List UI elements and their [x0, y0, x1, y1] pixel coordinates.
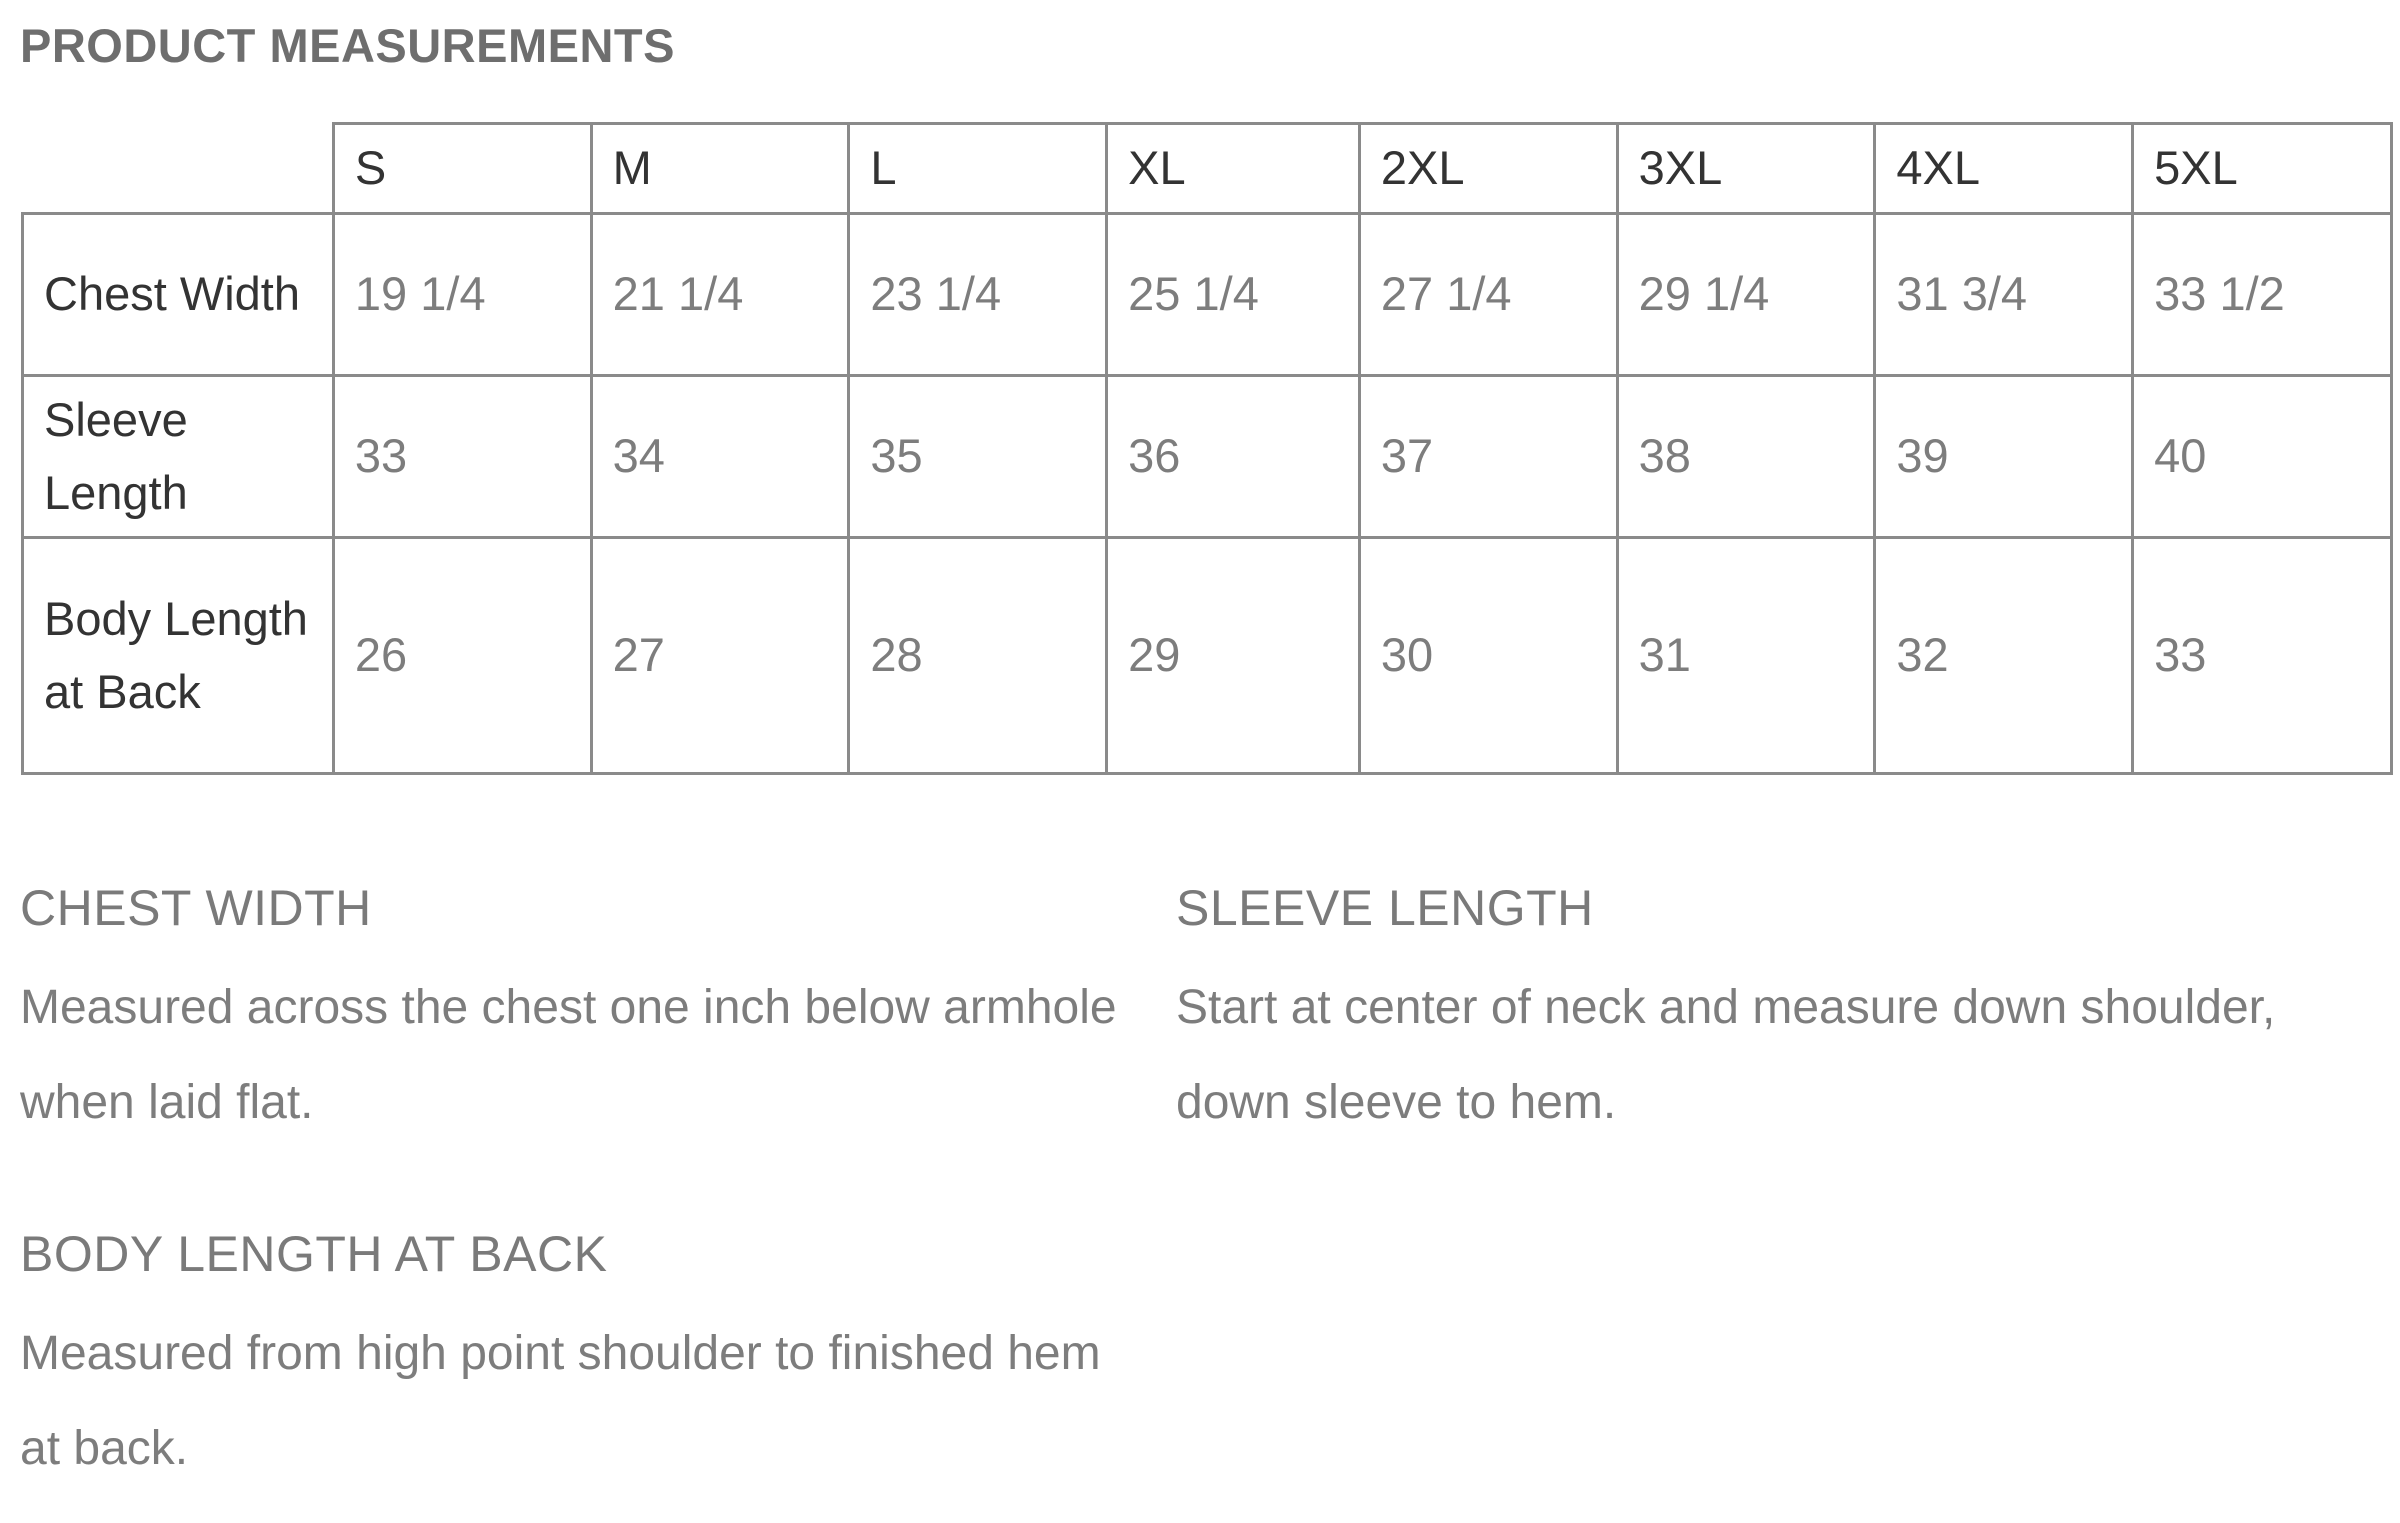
size-header-3xl: 3XL [1617, 124, 1875, 214]
table-cell: 26 [333, 538, 591, 774]
size-header-5xl: 5XL [2133, 124, 2392, 214]
table-cell: 34 [591, 376, 849, 538]
table-row-sleeve-length [23, 376, 2392, 538]
table-cell: 19 1/4 [333, 214, 591, 376]
row-label-sleeve-length: Sleeve Length [23, 376, 334, 538]
table-cell: 36 [1107, 376, 1360, 538]
row-label-body-length: Body Length at Back [23, 538, 334, 774]
sleeve-length-text: Start at center of neck and measure down shoulder, down sleeve to hem. [1176, 981, 2276, 1129]
table-row-body-length [23, 538, 2392, 774]
size-header-l: L [849, 124, 1107, 214]
size-header-s: S [333, 124, 591, 214]
table-row-chest-width [23, 214, 2392, 376]
chest-width-heading: CHEST WIDTH [20, 880, 372, 936]
table-cell: 32 [1875, 538, 2133, 774]
chest-width-description [20, 878, 1140, 1150]
chest-width-text: Measured across the chest one inch below armhole when laid flat. [20, 981, 1117, 1129]
table-cell: 29 1/4 [1617, 214, 1875, 376]
table-cell: 21 1/4 [591, 214, 849, 376]
table-cell: 27 1/4 [1359, 214, 1617, 376]
table-cell: 35 [849, 376, 1107, 538]
table-cell: 33 [333, 376, 591, 538]
measurements-table [21, 122, 2393, 775]
table-cell: 39 [1875, 376, 2133, 538]
table-cell: 31 3/4 [1875, 214, 2133, 376]
table-cell: 25 1/4 [1107, 214, 1360, 376]
table-cell: 28 [849, 538, 1107, 774]
table-cell: 33 [2133, 538, 2392, 774]
table-cell: 38 [1617, 376, 1875, 538]
body-length-description [20, 1224, 1140, 1496]
size-header-2xl: 2XL [1359, 124, 1617, 214]
table-cell: 31 [1617, 538, 1875, 774]
page-title: PRODUCT MEASUREMENTS [20, 19, 675, 72]
table-cell: 29 [1107, 538, 1360, 774]
table-cell: 33 1/2 [2133, 214, 2392, 376]
table-cell: 27 [591, 538, 849, 774]
table-corner-cell [23, 124, 334, 214]
body-length-text: Measured from high point shoulder to finished hem at back. [20, 1327, 1101, 1475]
row-label-chest-width: Chest Width [23, 214, 334, 376]
table-header-row [23, 124, 2392, 214]
sleeve-length-heading: SLEEVE LENGTH [1176, 880, 1594, 936]
sleeve-length-description [1176, 878, 2296, 1150]
table-cell: 40 [2133, 376, 2392, 538]
body-length-heading: BODY LENGTH AT BACK [20, 1226, 608, 1282]
table-cell: 23 1/4 [849, 214, 1107, 376]
size-header-xl: XL [1107, 124, 1360, 214]
size-header-m: M [591, 124, 849, 214]
table-cell: 30 [1359, 538, 1617, 774]
size-header-4xl: 4XL [1875, 124, 2133, 214]
table-cell: 37 [1359, 376, 1617, 538]
